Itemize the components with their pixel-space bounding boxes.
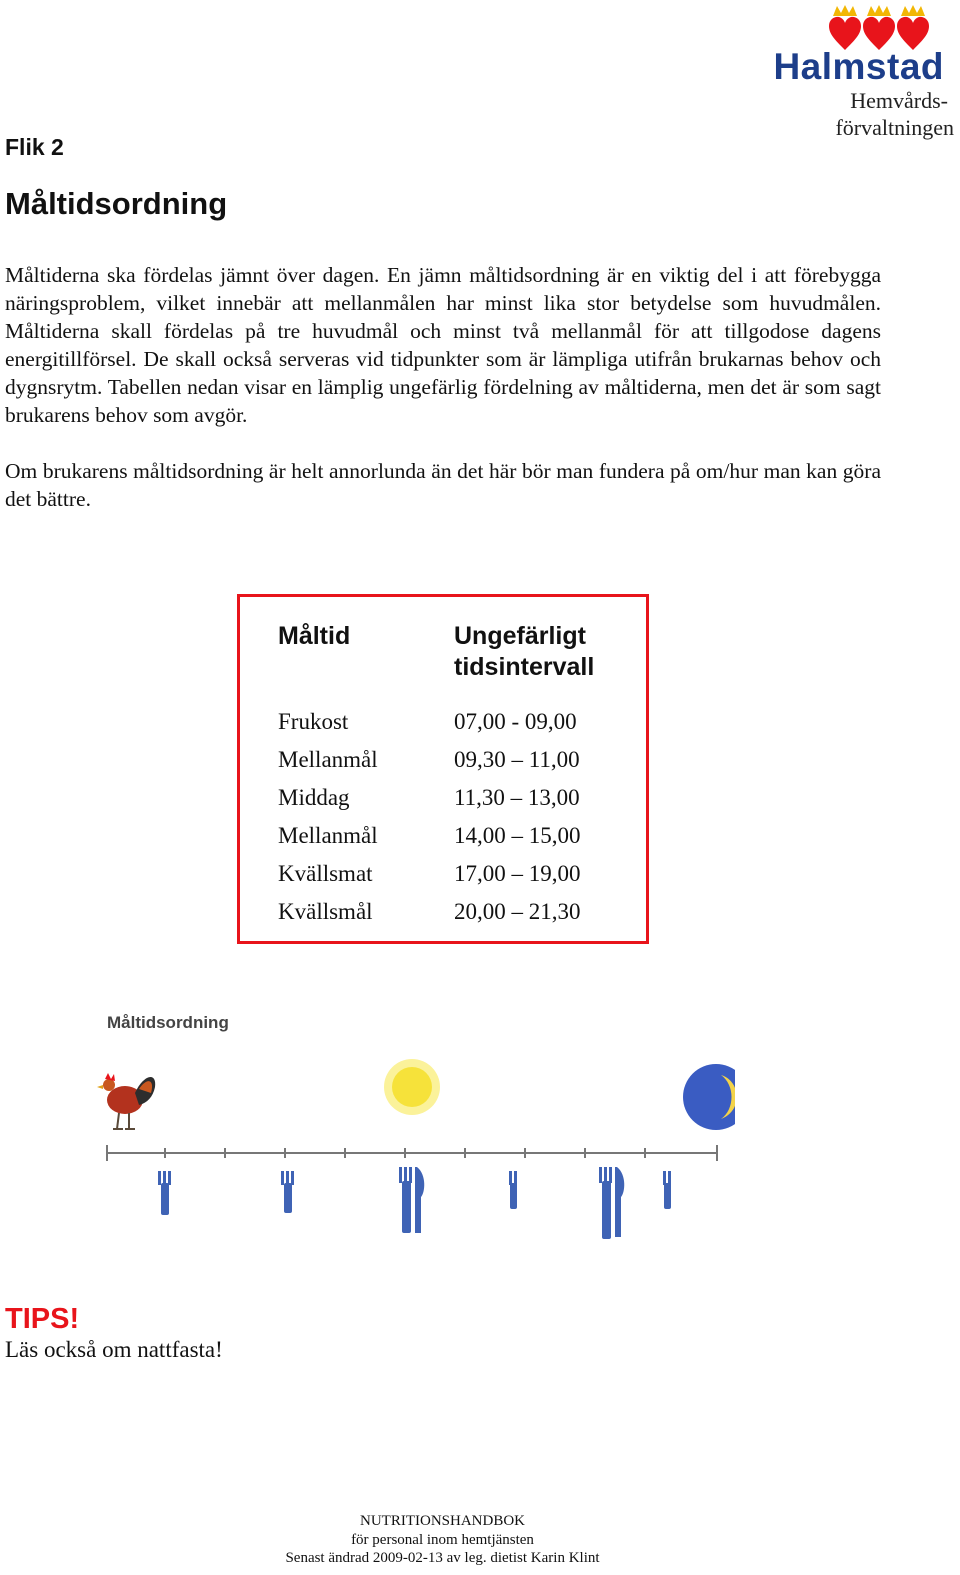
table-row: [240, 785, 640, 823]
logo-subtitle-line2: förvaltningen: [835, 115, 954, 140]
fork-icon: [663, 1171, 671, 1209]
fork-icon: [509, 1171, 517, 1209]
meal-name: Kvällsmat: [278, 861, 373, 886]
sun-icon: [384, 1059, 440, 1115]
page-title: Måltidsordning: [5, 186, 228, 221]
section-label: Flik 2: [5, 134, 64, 160]
meal-name: Mellanmål: [278, 747, 378, 772]
table-row: [240, 709, 640, 747]
table-row: [240, 823, 640, 861]
fork-icon: [281, 1171, 294, 1213]
column-header-time: Ungefärligt tidsintervall: [454, 622, 595, 681]
tips-label: TIPS!: [5, 1303, 80, 1335]
meal-time: 20,00 – 21,30: [454, 899, 581, 924]
meal-time: 09,30 – 11,00: [454, 747, 580, 772]
logo-subtitle-line1: Hemvårds-: [850, 88, 948, 113]
table-row: [240, 861, 640, 899]
table-row: [240, 747, 640, 785]
tips-text: Läs också om nattfasta!: [5, 1337, 223, 1362]
meal-name: Frukost: [278, 709, 349, 734]
meal-time: 14,00 – 15,00: [454, 823, 581, 848]
advice-paragraph: Om brukarens måltidsordning är helt annorlunda än det här bör man fundera på om/hur man kan göra det bättre.: [5, 459, 881, 511]
fork-knife-icon: [599, 1167, 624, 1239]
meal-time: 07,00 - 09,00: [454, 709, 577, 734]
intro-paragraph: Måltiderna ska fördelas jämnt över dagen. En jämn måltidsordning är en viktig del i att förebygga näringsproblem, vilket innebär att mellanmålen har minst lika stor betydelse som huvudmålen. Måltiderna skall fördelas på tre huvudmål och minst två mellanmål för att tillgodose dagens energitillförsel. De skall också serveras vid tidpunkter som är lämpliga utifrån brukarnas behov och dygnsrytm. Tabellen nedan visar en lämplig ungefärlig fördelning av måltiderna, men det är som sagt brukarens behov som avgör.: [5, 263, 881, 427]
column-header-meal: Måltid: [278, 622, 351, 650]
rooster-icon: [97, 1073, 155, 1129]
meal-name: Mellanmål: [278, 823, 378, 848]
table-row: [240, 899, 640, 937]
meal-time: 11,30 – 13,00: [454, 785, 580, 810]
meal-order-illustration: [95, 1005, 735, 1255]
meal-time: 17,00 – 19,00: [454, 861, 581, 886]
fork-icon: [158, 1171, 171, 1215]
footer-revision: Senast ändrad 2009-02-13 av leg. dietist Karin Klint: [285, 1550, 600, 1566]
logo-name: Halmstad: [773, 46, 944, 87]
illustration-title: Måltidsordning: [107, 1013, 229, 1032]
meal-time-table: [237, 594, 649, 944]
meal-name: Kvällsmål: [278, 899, 373, 924]
timeline-graphic: [95, 1005, 735, 1255]
crowned-hearts-icon: [827, 4, 947, 52]
footer-subtitle: för personal inom hemtjänsten: [351, 1532, 534, 1548]
fork-knife-icon: [399, 1167, 424, 1233]
footer-title: NUTRITIONSHANDBOK: [360, 1513, 525, 1529]
meal-name: Middag: [278, 785, 350, 810]
halmstad-logo: [769, 4, 954, 140]
